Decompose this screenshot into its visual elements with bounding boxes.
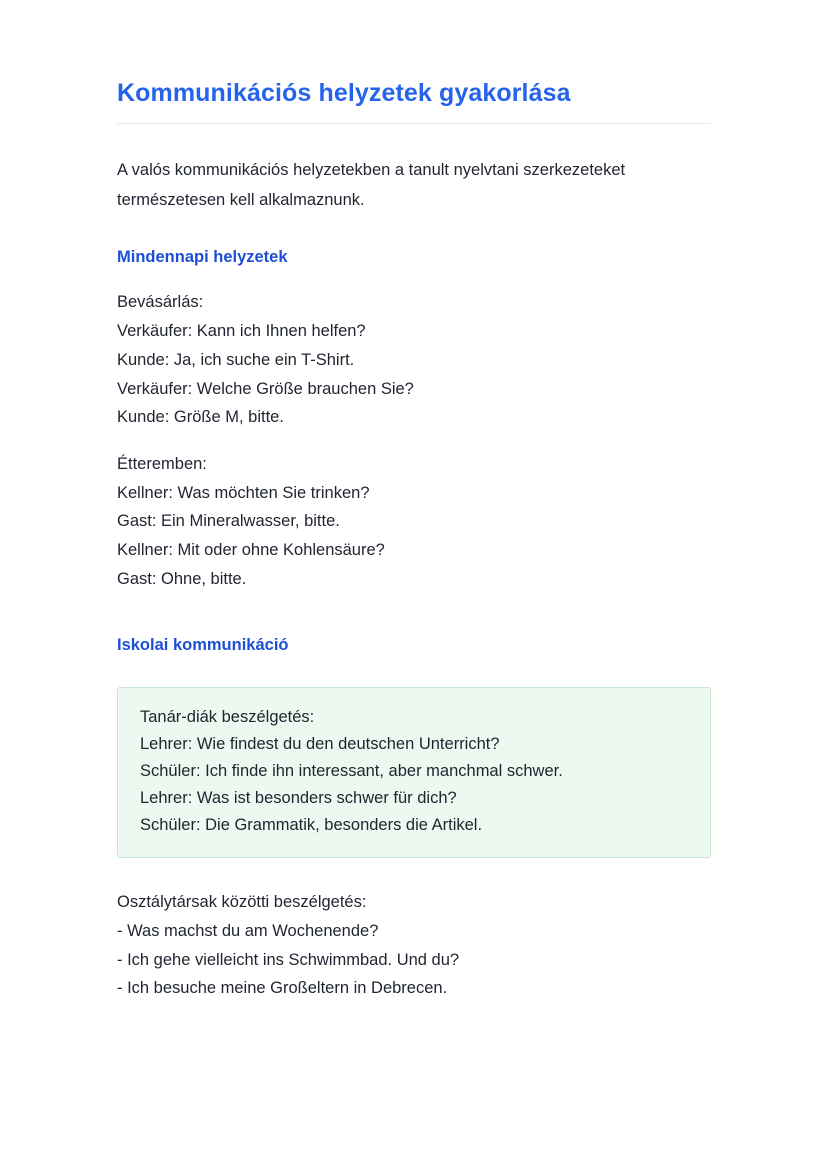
dialogue-block-shopping (117, 288, 711, 432)
dialogue-line: Kunde: Ja, ich suche ein T-Shirt. (117, 350, 355, 369)
dialogue-line: Verkäufer: Welche Größe brauchen Sie? (117, 379, 414, 398)
teacher-student-callout (117, 687, 711, 858)
dialogue-line: Schüler: Die Grammatik, besonders die Artikel. (140, 816, 483, 835)
dialogue-block-restaurant (117, 450, 711, 594)
dialogue-line: Kellner: Mit oder ohne Kohlensäure? (117, 541, 385, 560)
title-divider (117, 123, 711, 124)
dialogue-line: - Ich besuche meine Großeltern in Debrecen. (117, 979, 448, 998)
dialogue-line: Verkäufer: Kann ich Ihnen helfen? (117, 322, 366, 341)
dialogue-line: Schüler: Ich finde ihn interessant, aber manchmal schwer. (140, 761, 563, 780)
dialogue-line: Kunde: Größe M, bitte. (117, 408, 284, 427)
dialogue-line: Lehrer: Was ist besonders schwer für dich? (140, 789, 457, 808)
dialogue-line: Bevásárlás: (117, 293, 204, 312)
dialogue-line: Tanár-diák beszélgetés: (140, 707, 315, 726)
section-heading-mindennapi-helyzetek: Mindennapi helyzetek (117, 247, 288, 266)
dialogue-line: Osztálytársak közötti beszélgetés: (117, 893, 367, 912)
dialogue-line: Étteremben: (117, 454, 207, 473)
dialogue-line: - Ich gehe vielleicht ins Schwimmbad. Und du? (117, 950, 460, 969)
dialogue-line: Lehrer: Wie findest du den deutschen Unterricht? (140, 734, 500, 753)
dialogue-block-classmates (117, 888, 711, 1003)
intro-paragraph: A valós kommunikációs helyzetekben a tanult nyelvtani szerkezeteket természetesen kell alkalmaznunk. (117, 161, 626, 209)
dialogue-line: - Was machst du am Wochenende? (117, 921, 379, 940)
dialogue-line: Gast: Ohne, bitte. (117, 569, 247, 588)
dialogue-line: Gast: Ein Mineralwasser, bitte. (117, 512, 340, 531)
dialogue-line: Kellner: Was möchten Sie trinken? (117, 483, 370, 502)
page-title: Kommunikációs helyzetek gyakorlása (117, 79, 571, 107)
section-heading-iskolai-kommunikacio: Iskolai kommunikáció (117, 636, 289, 655)
